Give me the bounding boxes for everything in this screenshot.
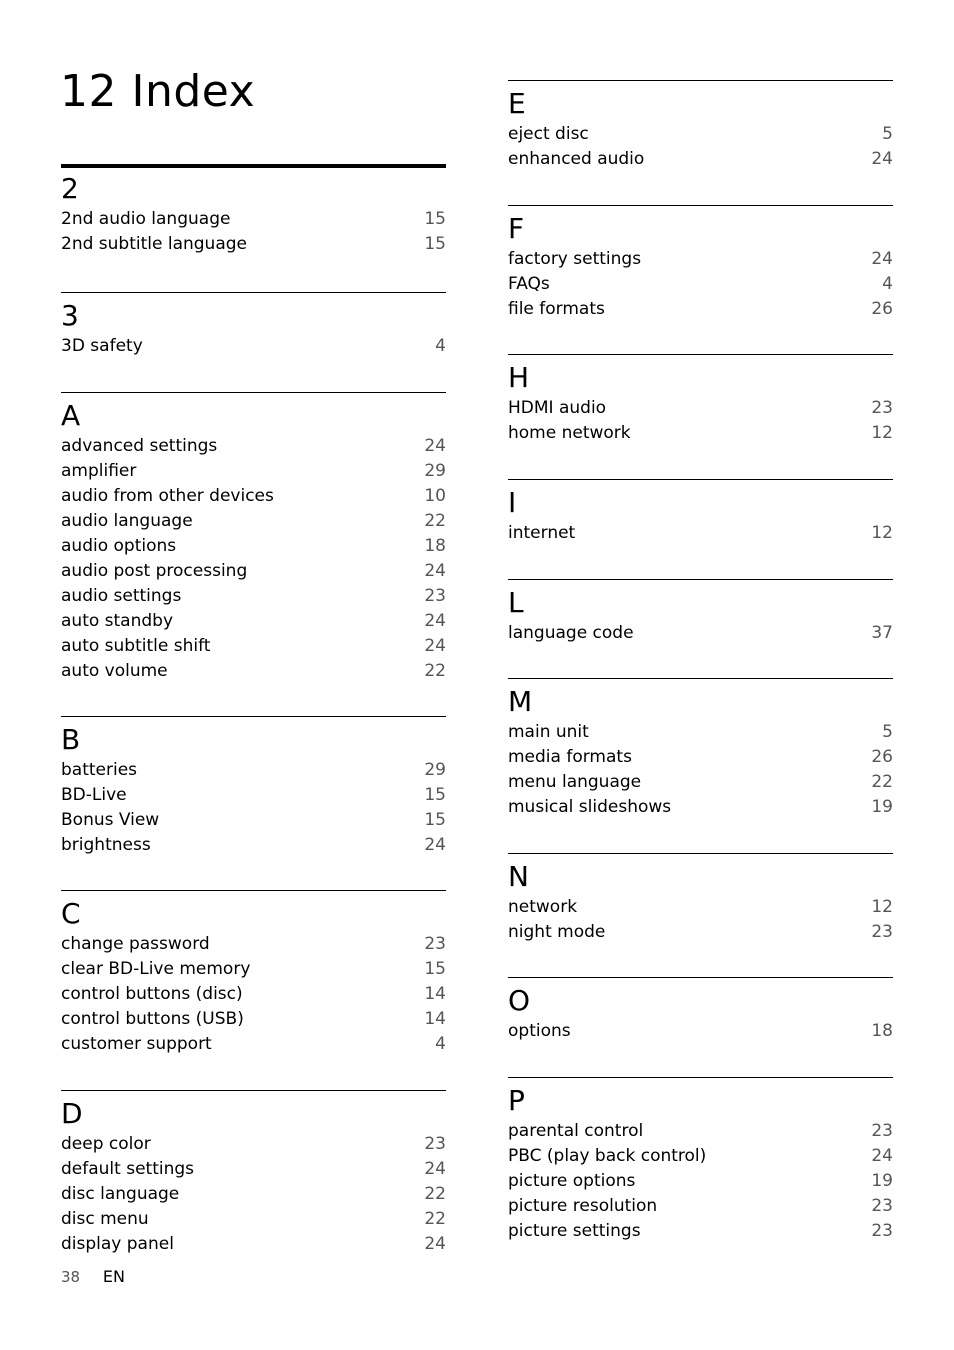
index-section-p: [508, 1077, 893, 1244]
index-entry-label: night mode: [508, 922, 606, 942]
index-entry-page: 23: [424, 1134, 446, 1154]
index-entry-label: factory settings: [508, 249, 642, 269]
index-entry-page: 22: [871, 772, 893, 792]
section-letter: C: [61, 897, 81, 930]
index-entry-label: parental control: [508, 1121, 644, 1141]
index-entry-page: 12: [871, 897, 893, 917]
index-entry-label: musical slideshows: [508, 797, 672, 817]
index-entry-label: 3D safety: [61, 336, 143, 356]
index-entry-label: disc menu: [61, 1209, 149, 1229]
index-entry-page: 23: [871, 1196, 893, 1216]
index-entry: [61, 758, 446, 783]
index-entry: [508, 1144, 893, 1169]
index-entry-label: auto subtitle shift: [61, 636, 211, 656]
index-entry-page: 12: [871, 423, 893, 443]
index-section-e: [508, 80, 893, 172]
index-entry-label: language code: [508, 623, 634, 643]
index-section-i: [508, 479, 893, 546]
index-entry-label: deep color: [61, 1134, 151, 1154]
index-entry-page: 14: [424, 984, 446, 1004]
index-entry: [61, 1232, 446, 1257]
index-entry: [508, 297, 893, 322]
index-entry-page: 5: [882, 722, 893, 742]
index-entry-label: disc language: [61, 1184, 180, 1204]
index-entry: [61, 334, 446, 359]
index-entry-label: advanced settings: [61, 436, 218, 456]
index-entry-page: 22: [424, 1184, 446, 1204]
section-letter: O: [508, 984, 531, 1017]
index-entry: [61, 783, 446, 808]
index-entry: [508, 247, 893, 272]
index-entry: [61, 659, 446, 684]
index-entry-page: 15: [424, 785, 446, 805]
index-entry: [508, 1119, 893, 1144]
index-entry: [61, 509, 446, 534]
index-entry-page: 24: [424, 1234, 446, 1254]
index-entry-page: 22: [424, 661, 446, 681]
section-letter: M: [508, 685, 533, 718]
index-entry-page: 23: [871, 922, 893, 942]
index-section-b: [61, 716, 446, 858]
index-entry-page: 4: [435, 336, 446, 356]
index-entry-page: 4: [435, 1034, 446, 1054]
index-entry: [508, 621, 893, 646]
index-section-c: [61, 890, 446, 1057]
index-entry-page: 14: [424, 1009, 446, 1029]
index-entry-page: 22: [424, 1209, 446, 1229]
index-entry-label: picture settings: [508, 1221, 641, 1241]
index-entry-label: eject disc: [508, 124, 589, 144]
index-entry: [508, 720, 893, 745]
section-letter: A: [61, 399, 81, 432]
index-entry-page: 22: [424, 511, 446, 531]
page-title: 12 Index: [60, 66, 256, 117]
index-entry: [61, 957, 446, 982]
index-entry-label: FAQs: [508, 274, 550, 294]
index-entry-label: auto standby: [61, 611, 174, 631]
index-entry-page: 19: [871, 1171, 893, 1191]
section-letter: I: [508, 486, 517, 519]
section-letter: L: [508, 586, 524, 619]
index-section-m: [508, 678, 893, 820]
index-entry-label: 2nd audio language: [61, 209, 231, 229]
index-entry-label: audio from other devices: [61, 486, 274, 506]
index-entry-page: 23: [424, 934, 446, 954]
index-entry: [508, 745, 893, 770]
index-entry: [508, 920, 893, 945]
index-entry: [61, 207, 446, 232]
index-entry-page: 24: [424, 1159, 446, 1179]
section-letter: 2: [61, 172, 79, 205]
index-entry: [61, 932, 446, 957]
index-entry: [61, 559, 446, 584]
index-entry-page: 24: [424, 636, 446, 656]
index-entry-label: picture options: [508, 1171, 636, 1191]
section-letter: F: [508, 212, 525, 245]
index-entry: [61, 1032, 446, 1057]
index-entry: [61, 1157, 446, 1182]
index-entry: [508, 795, 893, 820]
index-entry-page: 23: [871, 1221, 893, 1241]
index-entry-page: 24: [424, 436, 446, 456]
index-section-o: [508, 977, 893, 1044]
index-entry: [61, 982, 446, 1007]
index-entry-page: 24: [424, 835, 446, 855]
index-entry: [61, 1132, 446, 1157]
index-entry-label: clear BD-Live memory: [61, 959, 251, 979]
index-entry-label: control buttons (disc): [61, 984, 243, 1004]
index-entry: [61, 459, 446, 484]
footer-page-number: 38: [61, 1268, 81, 1286]
index-section-l: [508, 579, 893, 646]
index-entry-page: 24: [424, 561, 446, 581]
index-entry: [508, 521, 893, 546]
index-entry-page: 24: [871, 249, 893, 269]
index-entry-page: 19: [871, 797, 893, 817]
index-entry-label: control buttons (USB): [61, 1009, 244, 1029]
index-entry-page: 4: [882, 274, 893, 294]
index-entry: [508, 122, 893, 147]
index-entry-label: picture resolution: [508, 1196, 658, 1216]
index-entry-page: 18: [424, 536, 446, 556]
index-section-2: [61, 164, 446, 257]
index-entry-page: 18: [871, 1021, 893, 1041]
index-entry-label: home network: [508, 423, 631, 443]
index-entry-page: 37: [871, 623, 893, 643]
index-entry: [508, 1219, 893, 1244]
index-entry-page: 23: [871, 1121, 893, 1141]
index-section-n: [508, 853, 893, 945]
index-entry-page: 15: [424, 234, 446, 254]
index-entry: [508, 1169, 893, 1194]
index-entry-label: default settings: [61, 1159, 195, 1179]
index-entry-page: 5: [882, 124, 893, 144]
index-entry-label: file formats: [508, 299, 605, 319]
index-entry: [61, 808, 446, 833]
index-entry: [508, 770, 893, 795]
section-letter: N: [508, 860, 529, 893]
index-entry-page: 24: [871, 149, 893, 169]
index-entry-page: 15: [424, 959, 446, 979]
index-entry: [61, 434, 446, 459]
index-entry-label: media formats: [508, 747, 632, 767]
index-entry-page: 23: [871, 398, 893, 418]
index-entry-label: change password: [61, 934, 210, 954]
section-letter: B: [61, 723, 81, 756]
index-entry: [508, 1019, 893, 1044]
index-entry-label: internet: [508, 523, 576, 543]
index-entry: [508, 147, 893, 172]
index-entry: [61, 584, 446, 609]
index-entry-page: 29: [424, 461, 446, 481]
index-entry: [61, 484, 446, 509]
index-entry-label: network: [508, 897, 578, 917]
index-entry: [508, 272, 893, 297]
index-entry-label: audio settings: [61, 586, 182, 606]
index-entry-page: 10: [424, 486, 446, 506]
index-entry-page: 12: [871, 523, 893, 543]
index-entry: [61, 833, 446, 858]
index-section-d: [61, 1090, 446, 1257]
index-entry-page: 15: [424, 209, 446, 229]
index-entry-label: amplifier: [61, 461, 137, 481]
index-entry-page: 24: [871, 1146, 893, 1166]
index-entry-label: HDMI audio: [508, 398, 607, 418]
index-entry: [61, 1207, 446, 1232]
index-entry-label: audio language: [61, 511, 193, 531]
section-letter: P: [508, 1084, 525, 1117]
index-entry: [61, 534, 446, 559]
index-entry-label: Bonus View: [61, 810, 160, 830]
index-entry-label: enhanced audio: [508, 149, 645, 169]
section-letter: E: [508, 87, 526, 120]
section-letter: H: [508, 361, 530, 394]
index-entry-label: menu language: [508, 772, 642, 792]
index-entry-label: audio post processing: [61, 561, 248, 581]
index-entry-page: 26: [871, 747, 893, 767]
index-entry-page: 29: [424, 760, 446, 780]
index-entry: [61, 1007, 446, 1032]
index-entry: [508, 396, 893, 421]
index-entry: [61, 1182, 446, 1207]
index-entry-label: audio options: [61, 536, 177, 556]
index-entry-label: options: [508, 1021, 571, 1041]
index-entry-page: 23: [424, 586, 446, 606]
index-section-f: [508, 205, 893, 322]
index-entry: [508, 1194, 893, 1219]
index-entry: [508, 895, 893, 920]
section-letter: 3: [61, 299, 79, 332]
index-entry-label: display panel: [61, 1234, 174, 1254]
index-section-3: [61, 292, 446, 359]
index-entry: [61, 634, 446, 659]
page-footer: [61, 1266, 125, 1288]
footer-language: EN: [102, 1267, 125, 1286]
index-entry-label: BD-Live: [61, 785, 127, 805]
index-entry-page: 26: [871, 299, 893, 319]
section-letter: D: [61, 1097, 83, 1130]
index-entry: [61, 609, 446, 634]
index-entry-label: customer support: [61, 1034, 212, 1054]
index-entry-page: 24: [424, 611, 446, 631]
index-entry-label: PBC (play back control): [508, 1146, 707, 1166]
index-entry-label: main unit: [508, 722, 589, 742]
index-section-a: [61, 392, 446, 684]
index-entry-label: batteries: [61, 760, 138, 780]
index-entry-label: 2nd subtitle language: [61, 234, 247, 254]
index-section-h: [508, 354, 893, 446]
index-entry: [508, 421, 893, 446]
index-entry-label: auto volume: [61, 661, 168, 681]
index-entry-page: 15: [424, 810, 446, 830]
index-entry: [61, 232, 446, 257]
index-entry-label: brightness: [61, 835, 151, 855]
